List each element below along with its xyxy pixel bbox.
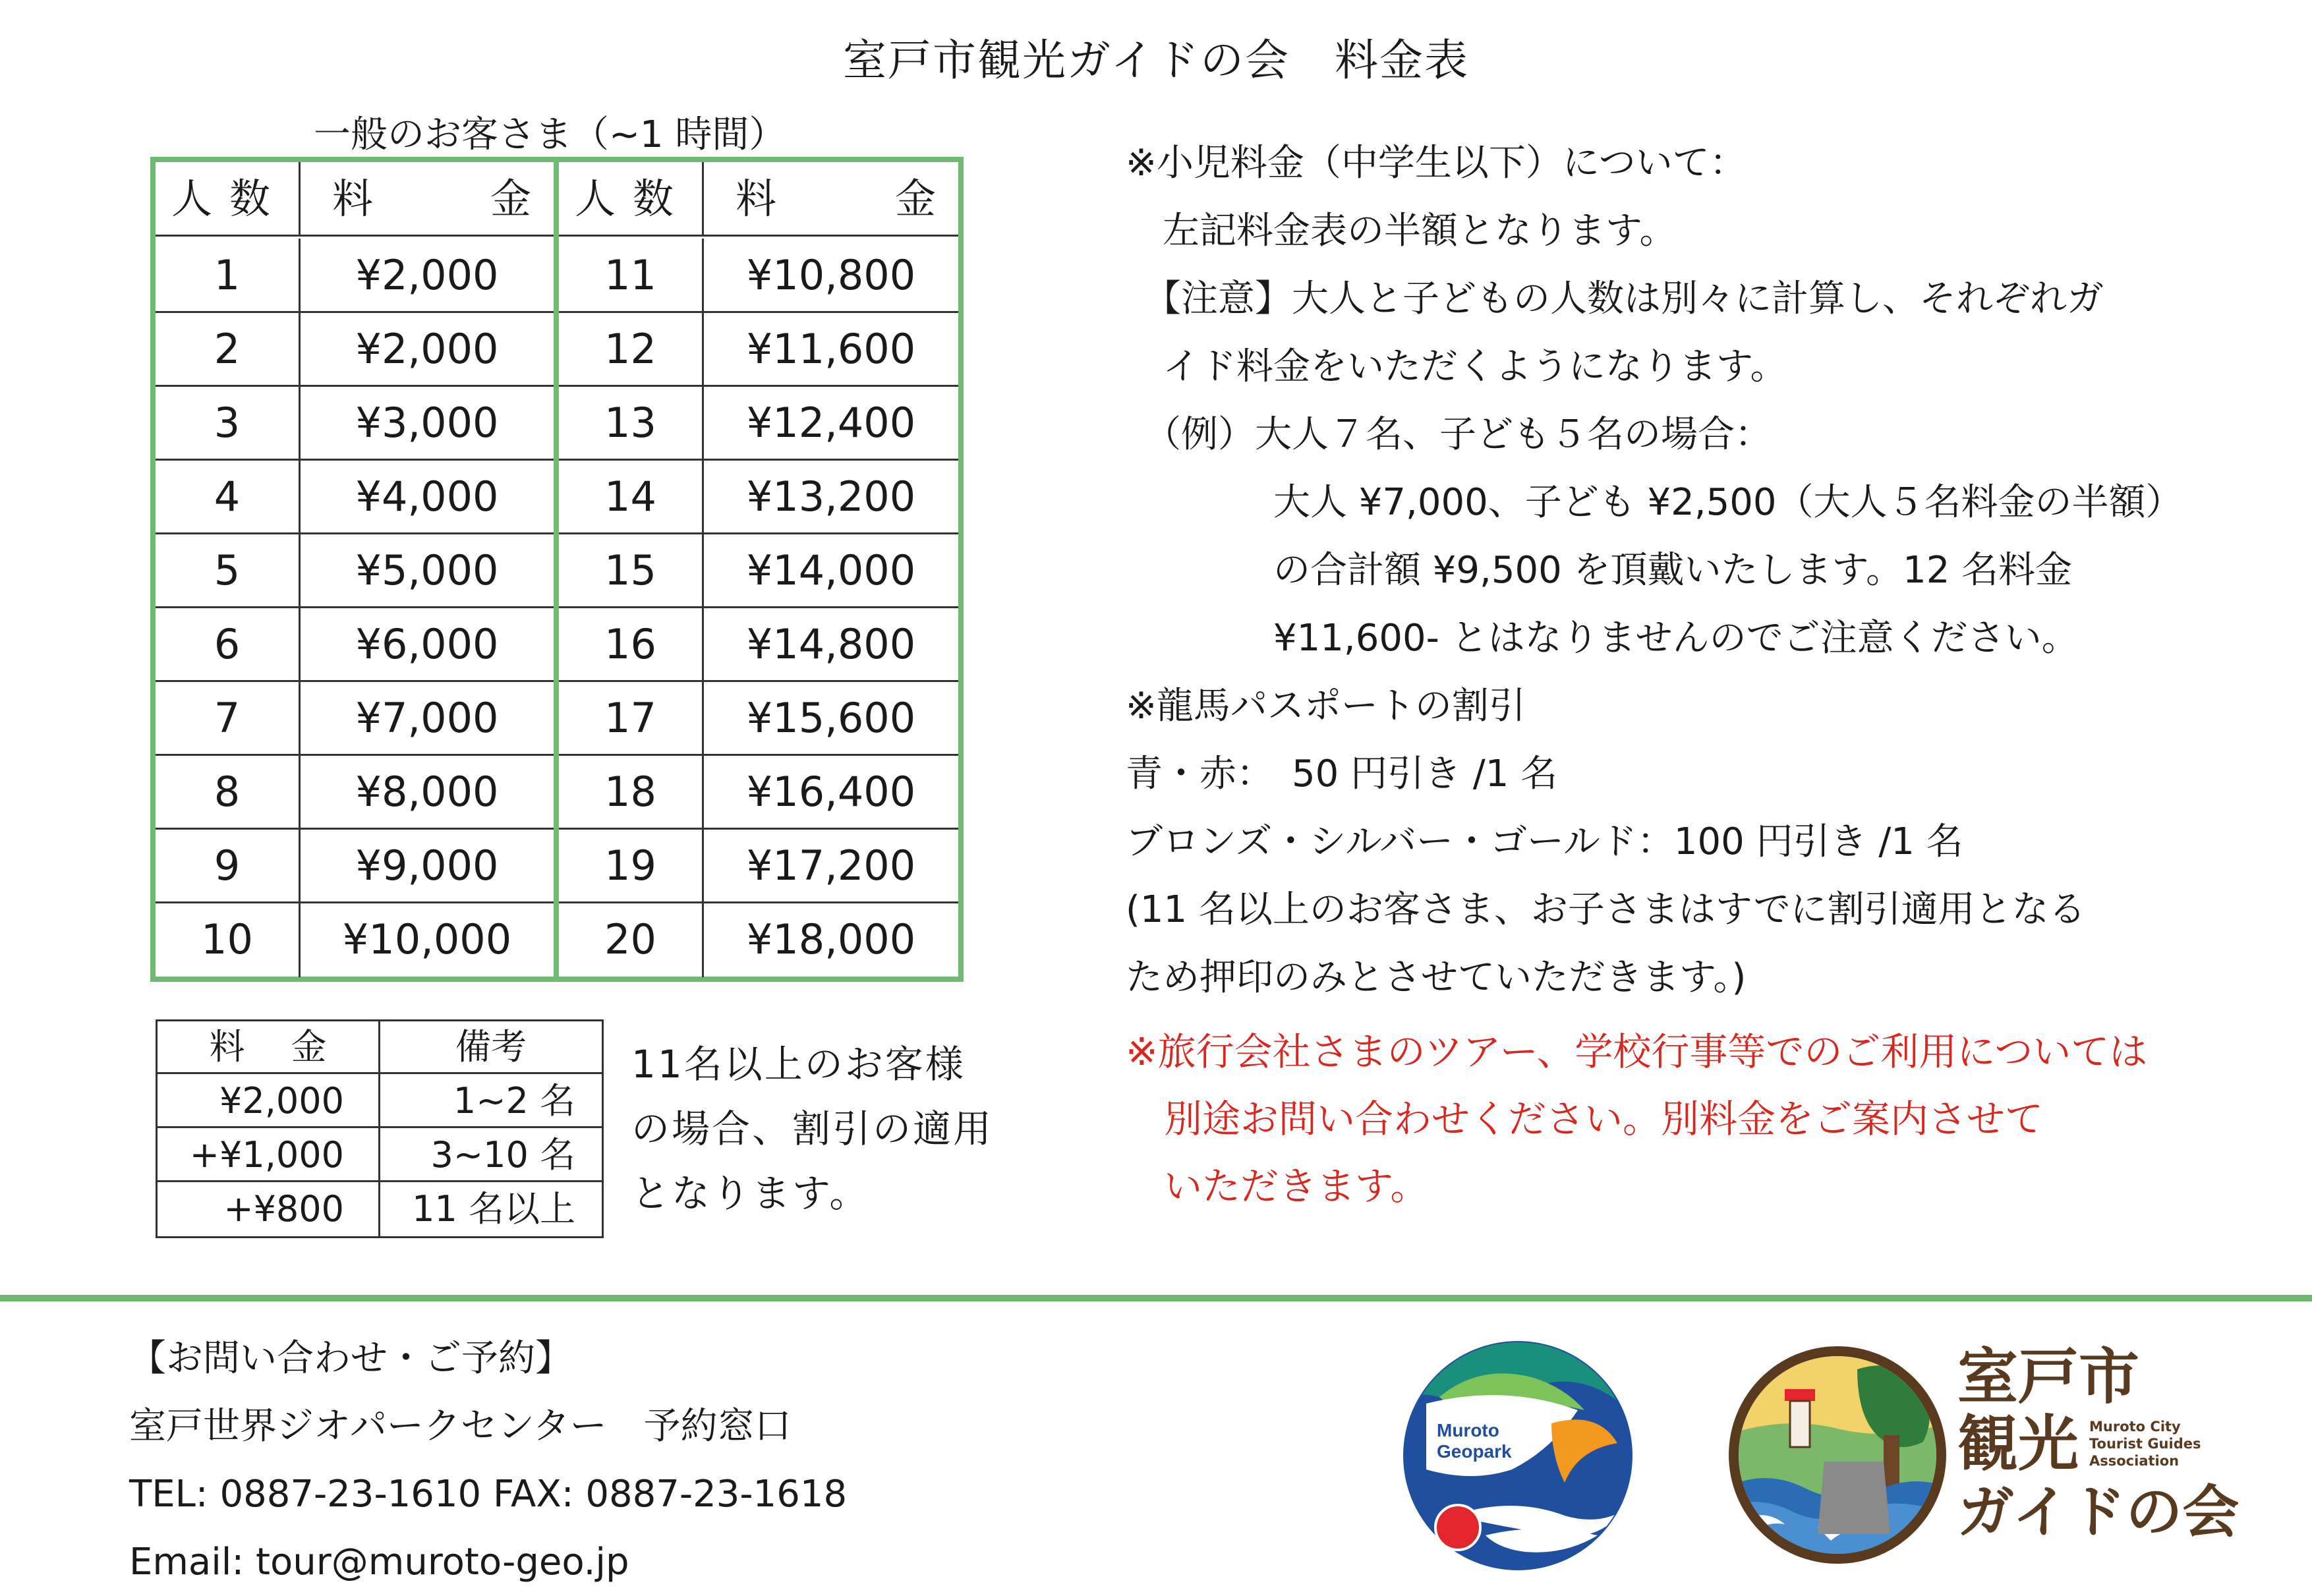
fee-amount: ¥9,000 xyxy=(355,841,499,890)
guide-association-logo-text xyxy=(1957,1344,2300,1562)
header-fee-right: 金 xyxy=(894,175,936,223)
surcharge-note-line: の場合、割引の適用 xyxy=(631,1106,994,1151)
people-count: 11 xyxy=(559,239,704,311)
price-table-row xyxy=(559,608,958,682)
price-table-row xyxy=(156,681,554,756)
header-people: 人数 xyxy=(559,162,704,235)
price-table-row xyxy=(156,239,554,313)
people-count: 16 xyxy=(559,608,704,680)
header-people: 人数 xyxy=(156,162,301,235)
fee-amount: ¥7,000 xyxy=(355,694,499,742)
fee-amount: ¥2,000 xyxy=(355,251,499,299)
people-count: 8 xyxy=(156,755,301,828)
surcharge-header-fee-a: 料 xyxy=(209,1026,245,1068)
price-table-row xyxy=(156,608,554,682)
guide-logo-jp-line1: 室戸市 xyxy=(1957,1342,2140,1412)
guide-association-emblem xyxy=(1725,1343,1950,1567)
people-count: 10 xyxy=(156,903,301,977)
footer-divider xyxy=(0,1295,2312,1301)
child-note-line: イド料金をいただくようになります。 xyxy=(1126,345,1787,388)
surcharge-note xyxy=(631,1032,1040,1226)
price-table-row xyxy=(559,386,958,461)
passport-note-line: ため押印のみとさせていただきます。) xyxy=(1126,956,1747,999)
surcharge-remark: 1~2 名 xyxy=(453,1080,575,1122)
surcharge-note-line: となります。 xyxy=(631,1171,870,1216)
passport-note-line: (11 名以上のお客さま、お子さまはすでに割引適用となる xyxy=(1126,888,2086,931)
price-table-left xyxy=(156,162,554,977)
guide-logo-en-line3: Association xyxy=(2089,1453,2180,1469)
people-count: 18 xyxy=(559,755,704,828)
people-count: 5 xyxy=(156,534,301,606)
fee-amount: ¥10,800 xyxy=(746,251,916,299)
price-table-row xyxy=(156,829,554,903)
people-count: 12 xyxy=(559,312,704,385)
price-table-right xyxy=(559,162,958,977)
people-count: 13 xyxy=(559,386,704,459)
surcharge-fee: ¥2,000 xyxy=(158,1074,380,1126)
contact-info xyxy=(129,1325,847,1596)
price-table-row xyxy=(559,755,958,830)
price-table-row xyxy=(559,534,958,608)
price-table-row xyxy=(559,460,958,534)
fee-amount: ¥18,000 xyxy=(746,915,916,963)
price-table-row xyxy=(156,755,554,830)
people-count: 14 xyxy=(559,460,704,532)
header-fee-left: 料 xyxy=(736,175,777,223)
geopark-logo xyxy=(1400,1338,1636,1574)
people-count: 3 xyxy=(156,386,301,459)
surcharge-header-remarks: 備考 xyxy=(455,1026,527,1068)
child-note-line: ¥11,600- とはなりませんのでご注意ください。 xyxy=(1126,617,2079,660)
price-table-row xyxy=(559,681,958,756)
people-count: 15 xyxy=(559,534,704,606)
child-note-line: （例）大人７名、子ども５名の場合： xyxy=(1126,413,1772,456)
child-note-line: ※小児料金（中学生以下）について： xyxy=(1126,142,1747,185)
fee-amount: ¥11,600 xyxy=(746,325,916,373)
surcharge-fee: +¥800 xyxy=(158,1182,380,1236)
surcharge-row xyxy=(158,1074,602,1128)
people-count: 6 xyxy=(156,608,301,680)
people-count: 1 xyxy=(156,239,301,311)
header-fee-right: 金 xyxy=(490,175,531,223)
surcharge-remark: 3~10 名 xyxy=(430,1134,575,1176)
surcharge-remark: 11 名以上 xyxy=(412,1188,575,1230)
price-table-caption: 一般のお客さま（~1 時間） xyxy=(314,113,786,156)
red-note-line: いただきます。 xyxy=(1126,1164,1429,1209)
surcharge-header-row xyxy=(158,1021,602,1074)
child-note-line: 大人 ¥7,000、子ども ¥2,500（大人５名料金の半額） xyxy=(1126,481,2183,524)
guide-logo-jp-line2: 観光 xyxy=(1957,1409,2079,1479)
guide-logo-en-line2: Tourist Guides xyxy=(2089,1436,2201,1452)
child-note-line: 【注意】大人と子どもの人数は別々に計算し、それぞれガ xyxy=(1126,277,2104,320)
surcharge-table xyxy=(156,1019,604,1238)
surcharge-header-fee xyxy=(158,1021,380,1072)
page-title: 室戸市観光ガイドの会 料金表 xyxy=(842,35,1470,86)
surcharge-row xyxy=(158,1182,602,1236)
header-fee-left: 料 xyxy=(332,175,374,223)
header-fee xyxy=(704,162,958,235)
fee-amount: ¥13,200 xyxy=(746,472,916,521)
geopark-logo-line1: Muroto xyxy=(1437,1420,1499,1440)
price-table-header-row xyxy=(156,162,554,237)
contact-email: Email: tour@muroto-geo.jp xyxy=(129,1541,629,1583)
geopark-logo-line2: Geopark xyxy=(1437,1441,1512,1462)
price-table-header-row xyxy=(559,162,958,237)
people-count: 9 xyxy=(156,829,301,901)
fee-amount: ¥10,000 xyxy=(342,915,512,963)
surcharge-header-fee-b: 金 xyxy=(291,1026,327,1068)
people-count: 7 xyxy=(156,681,301,754)
people-count: 17 xyxy=(559,681,704,754)
child-note-line: の合計額 ¥9,500 を頂戴いたします。12 名料金 xyxy=(1126,549,2073,592)
fee-amount: ¥3,000 xyxy=(355,399,499,447)
price-table-row xyxy=(156,903,554,977)
contact-heading: 【お問い合わせ・ご予約】 xyxy=(129,1337,572,1380)
notes-column xyxy=(1126,129,2299,1012)
guide-logo-jp-line3: ガイドの会 xyxy=(1957,1479,2240,1545)
price-table-divider xyxy=(554,162,559,977)
price-table-row xyxy=(156,312,554,387)
fee-amount: ¥12,400 xyxy=(746,399,916,447)
contact-tel-fax: TEL: 0887-23-1610 FAX: 0887-23-1618 xyxy=(129,1473,848,1516)
surcharge-row xyxy=(158,1128,602,1182)
red-note-line: ※旅行会社さまのツアー、学校行事等でのご利用については xyxy=(1126,1029,2148,1074)
price-table-row xyxy=(559,903,958,977)
surcharge-note-line: 11名以上のお客様 xyxy=(631,1042,966,1087)
fee-amount: ¥17,200 xyxy=(746,841,916,890)
price-table-row xyxy=(156,460,554,534)
people-count: 19 xyxy=(559,829,704,901)
fee-amount: ¥16,400 xyxy=(746,768,916,816)
fee-amount: ¥6,000 xyxy=(355,620,499,668)
fee-amount: ¥2,000 xyxy=(355,325,499,373)
price-table-row xyxy=(559,829,958,903)
fee-amount: ¥15,600 xyxy=(746,694,916,742)
people-count: 4 xyxy=(156,460,301,532)
passport-note-line: 青・赤： 50 円引き /1 名 xyxy=(1126,753,1558,795)
price-table xyxy=(150,157,964,982)
fee-amount: ¥14,000 xyxy=(746,546,916,594)
tour-company-notice xyxy=(1126,1018,2299,1220)
price-table-row xyxy=(559,239,958,313)
fee-amount: ¥4,000 xyxy=(355,472,499,521)
people-count: 2 xyxy=(156,312,301,385)
fee-amount: ¥8,000 xyxy=(355,768,499,816)
header-fee xyxy=(301,162,554,235)
price-table-row xyxy=(559,312,958,387)
surcharge-fee: +¥1,000 xyxy=(158,1128,380,1180)
contact-office: 室戸世界ジオパークセンター 予約窓口 xyxy=(129,1405,792,1448)
fee-amount: ¥14,800 xyxy=(746,620,916,668)
red-note-line: 別途お問い合わせください。別料金をご案内させて xyxy=(1126,1097,2044,1141)
guide-logo-en-line1: Muroto City xyxy=(2089,1419,2181,1435)
passport-note-line: ※龍馬パスポートの割引 xyxy=(1126,685,1526,727)
passport-note-line: ブロンズ・シルバー・ゴールド：100 円引き /1 名 xyxy=(1126,820,1963,863)
people-count: 20 xyxy=(559,903,704,977)
price-table-row xyxy=(156,534,554,608)
child-note-line: 左記料金表の半額となります。 xyxy=(1126,210,1677,252)
fee-amount: ¥5,000 xyxy=(355,546,499,594)
guide-logo-en-block xyxy=(2089,1418,2201,1469)
price-table-row xyxy=(156,386,554,461)
